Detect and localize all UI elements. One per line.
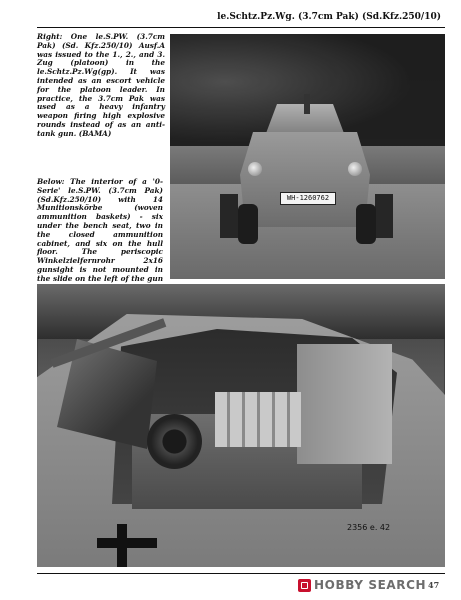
- license-plate: WH-1260762: [280, 192, 336, 205]
- caption-right: Right: One le.S.PW. (3.7cm Pak) (Sd. Kfz.250/10) Ausf.A was issued to the 1., 2., and 3. Zug (platoon) in the le.Schtz.Pz.Wg(gp). It was intended as an escort vehicle for the platoon leader. In practice, the 3.7cm Pak was used as a heavy infantry weapon firing high explosive rounds instead of as an anti-tank gun. (BAMA): [37, 32, 165, 138]
- page-number: 47: [428, 580, 440, 590]
- balkenkreuz-marking: [97, 524, 157, 567]
- hobby-search-logo-icon: [298, 579, 311, 592]
- ammunition-cabinet: [297, 344, 392, 464]
- header-rule: [37, 27, 445, 28]
- right-headlight: [348, 162, 362, 176]
- right-track: [375, 194, 393, 238]
- left-headlight: [248, 162, 262, 176]
- hull-marking: 2356 e. 42: [347, 523, 391, 532]
- caption-below: Below: The interior of a '0-Serie' le.S.PW. (3.7cm Pak) (Sd.Kfz.250/10) with 14 Munitionskörbe (woven ammunition baskets) - six under the bench seat, two in the closed ammunition cabinet, and six on the hull floor. The periscopic Winkelzielfernrohr 2x16 gunsight is not mounted in the slide on the left of the gun: [37, 177, 163, 283]
- gun-barrel: [304, 94, 310, 114]
- ammunition-baskets: [215, 392, 301, 447]
- vehicle-hull: [240, 132, 370, 227]
- photo-vehicle-interior: [37, 284, 445, 567]
- left-front-wheel: [238, 204, 258, 244]
- watermark-logo: [298, 577, 426, 593]
- handwheel: [147, 414, 202, 469]
- photo-vehicle-exterior: [170, 34, 445, 279]
- right-front-wheel: [356, 204, 376, 244]
- watermark-text: HOBBY SEARCH: [314, 578, 427, 592]
- running-header: le.Schtz.Pz.Wg. (3.7cm Pak) (Sd.Kfz.250/10): [217, 12, 441, 22]
- left-track: [220, 194, 238, 238]
- footer-rule: [37, 573, 445, 574]
